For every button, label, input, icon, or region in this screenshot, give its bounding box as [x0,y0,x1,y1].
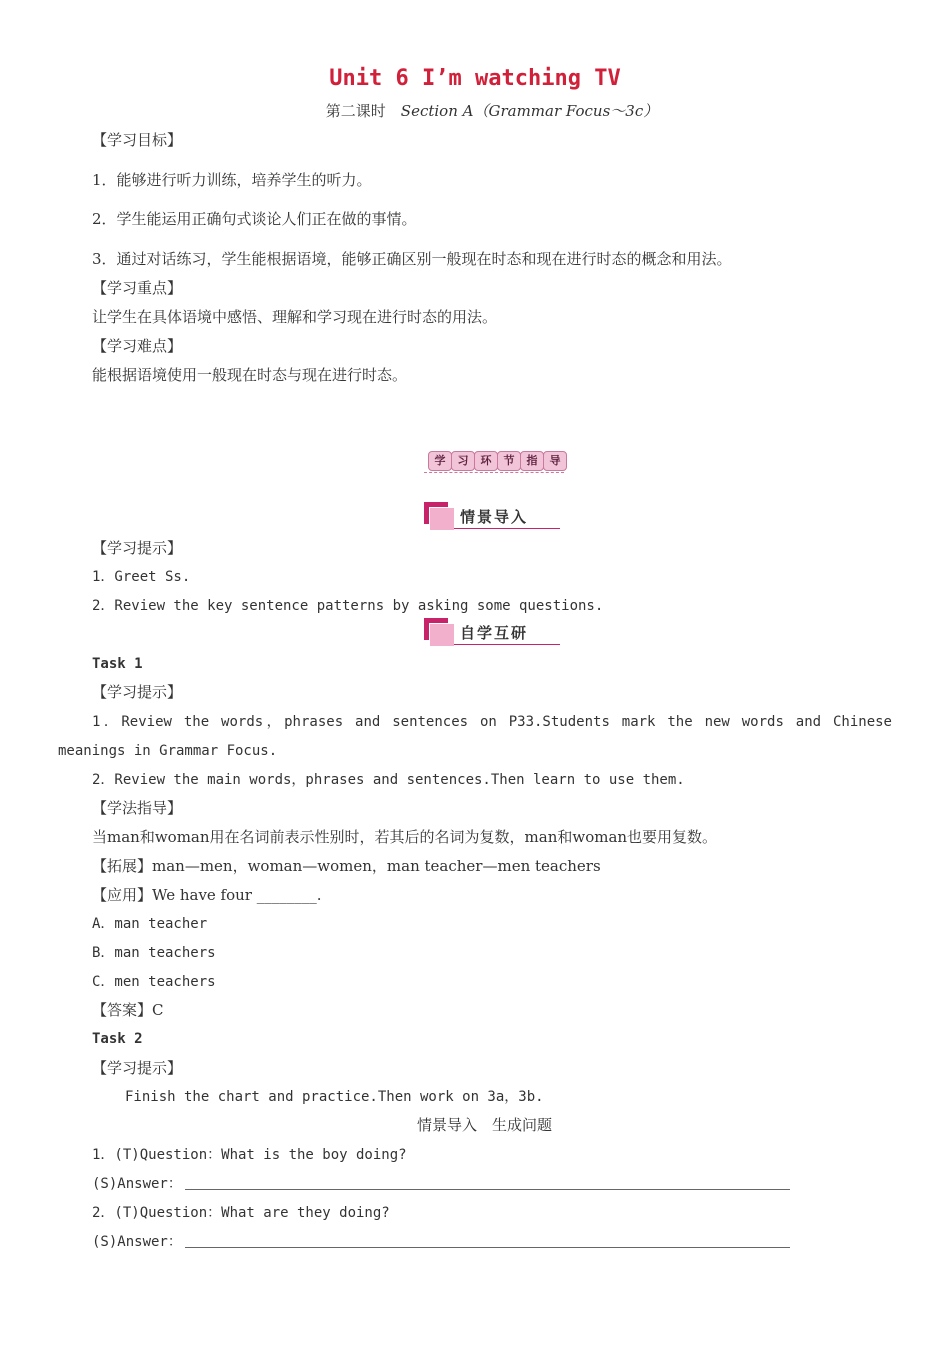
banner-char: 导 [543,451,567,471]
section-label: 自学互研 [460,624,529,642]
page-title: Unit 6 I’m watching TV [329,66,621,91]
section-name: Section A（Grammar Focus～3c） [400,102,659,120]
key-points-heading: 【学习重点】 [92,279,183,297]
task1-item1-line2: meanings in Grammar Focus. [58,743,278,759]
task1-tip-heading: 【学习提示】 [92,683,183,701]
lesson-subtitle [0,100,950,121]
task2-subheading: 情景导入 生成问题 [417,1116,553,1134]
application-text: 【应用】We have four ________. [92,886,322,904]
intro-tip-heading: 【学习提示】 [92,539,183,557]
difficulties-text: 能根据语境使用一般现在时态与现在进行时态。 [92,366,408,384]
section-header-self-study [424,618,560,646]
section-marker-icon [429,623,455,647]
option-b: B．man teachers [92,945,216,961]
objective-item-2: 2．学生能运用正确句式谈论人们正在做的事情。 [92,210,417,228]
answer-label-1: (S)Answer： [92,1176,182,1192]
method-text: 当man和woman用在名词前表示性别时，若其后的名词为复数，man和woman也要用复数。 [92,828,718,846]
learning-guide-banner [424,450,564,472]
task2-title: Task 2 [92,1031,143,1047]
task1-title: Task 1 [92,656,143,672]
banner-underline [424,472,564,473]
option-c: C．men teachers [92,974,216,990]
banner-char: 指 [520,451,544,471]
key-points-text: 让学生在具体语境中感悟、理解和学习现在进行时态的用法。 [92,308,498,326]
intro-item-2: 2．Review the key sentence patterns by asking some questions. [92,598,604,614]
question-1: 1．(T)Question：What is the boy doing? [92,1147,407,1163]
difficulties-heading: 【学习难点】 [92,337,183,355]
task2-tip-heading: 【学习提示】 [92,1059,183,1077]
objective-item-1: 1．能够进行听力训练，培养学生的听力。 [92,171,372,189]
task1-item2: 2．Review the main words，phrases and sentences.Then learn to use them. [92,772,685,788]
answer-text: 【答案】C [92,1001,164,1019]
banner-char: 习 [451,451,475,471]
method-heading: 【学法指导】 [92,799,183,817]
answer-label-2: (S)Answer： [92,1234,182,1250]
task2-instruction: Finish the chart and practice.Then work on 3a，3b. [125,1089,544,1105]
section-header-intro [424,502,560,530]
lesson-number: 第二课时 [325,102,386,120]
intro-item-1: 1．Greet Ss. [92,569,191,585]
section-underline [454,644,560,645]
objective-item-3: 3．通过对话练习，学生能根据语境，能够正确区别一般现在时态和现在进行时态的概念和用法。 [92,250,732,268]
section-label: 情景导入 [460,508,529,526]
banner-char: 节 [497,451,521,471]
answer-blank-line-2 [185,1247,790,1248]
banner-char: 环 [474,451,498,471]
section-marker-icon [429,507,455,531]
objectives-heading: 【学习目标】 [92,131,183,149]
question-2: 2．(T)Question：What are they doing? [92,1205,390,1221]
task1-item1-line1: 1．Review the words，phrases and sentences on P33.Students mark the new words and Chinese [92,714,892,730]
section-underline [454,528,560,529]
answer-blank-line-1 [185,1189,790,1190]
extension-text: 【拓展】man—men，woman—women，man teacher—men teachers [92,857,601,875]
banner-char: 学 [428,451,452,471]
option-a: A．man teacher [92,916,208,932]
